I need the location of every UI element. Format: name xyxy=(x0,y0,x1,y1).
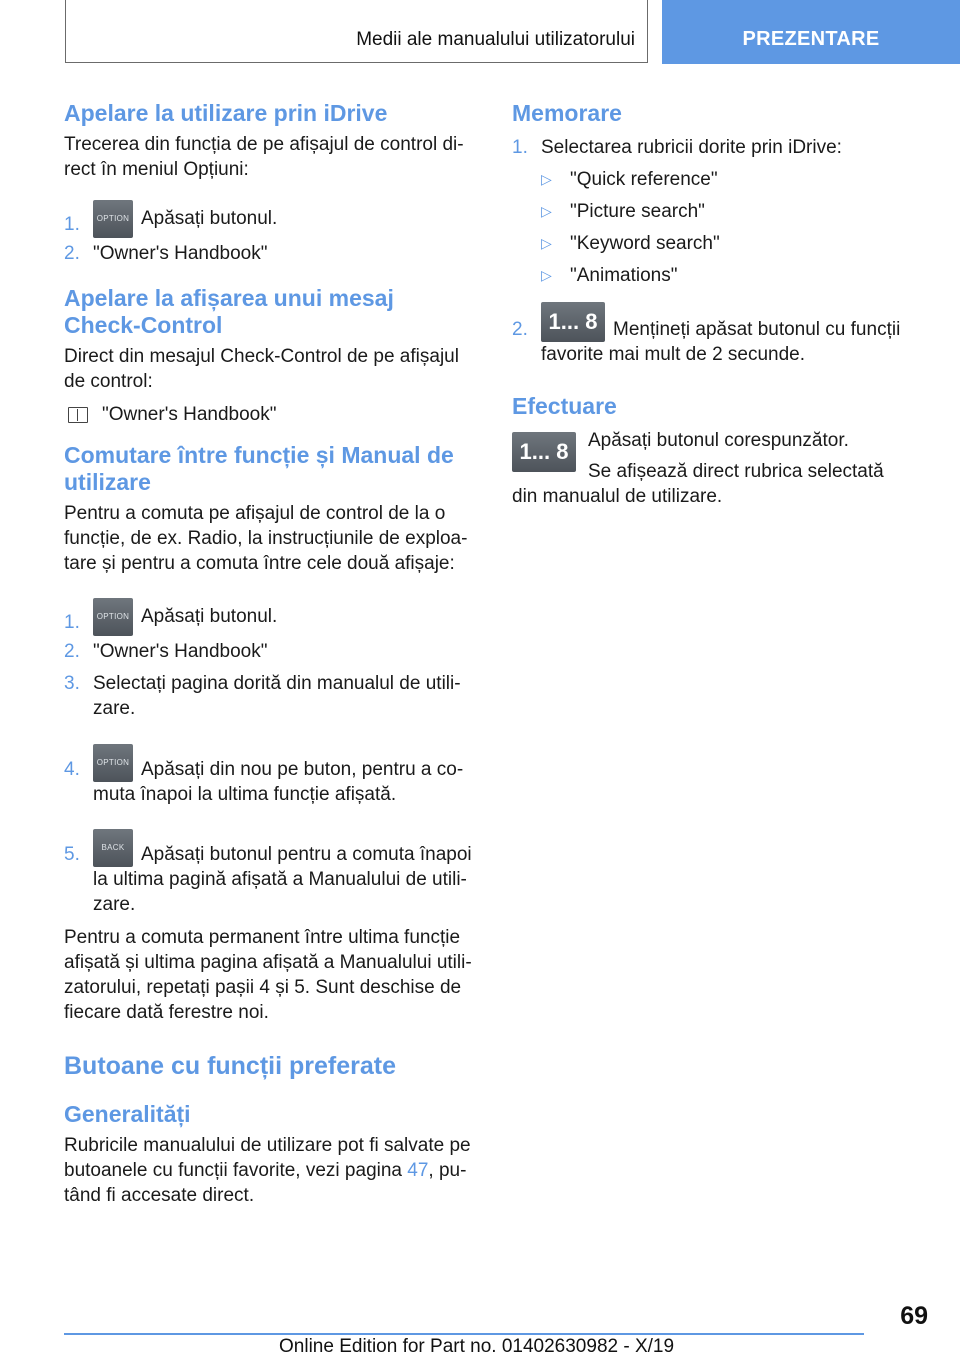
list-item: 1. Selectarea rubricii dorite prin iDrive: xyxy=(512,137,842,158)
header-section-box xyxy=(65,0,648,63)
bullet-item: ▷ "Animations" xyxy=(541,265,678,286)
header-section-title: Medii ale manualului utilizatorului xyxy=(356,29,635,50)
list-item: 1. OPTION Apăsați butonul. xyxy=(64,200,476,238)
list-item: 3. Selectați pagina dorită din manualul de utili-zare. xyxy=(64,673,461,719)
option-button-icon: OPTION xyxy=(93,598,133,636)
option-button-icon: OPTION xyxy=(93,200,133,238)
efectuare-line-1: Apăsați butonul corespunzător. xyxy=(588,430,849,451)
book-icon xyxy=(68,407,88,423)
efectuare-block xyxy=(512,428,912,509)
list-item: 2. "Owner's Handbook" xyxy=(64,243,268,264)
heading-memorare: Memorare xyxy=(512,100,622,126)
list-item: 4. OPTION Apăsați din nou pe buton, pentru a co-muta înapoi la ultima funcție afișată. xyxy=(64,744,476,807)
left-column xyxy=(64,100,476,1208)
back-button-icon: BACK xyxy=(93,829,133,867)
heading-check-control: Apelare la afișarea unui mesaj Check-Control xyxy=(64,285,394,338)
heading-favorites: Butoane cu funcții preferate xyxy=(64,1052,396,1080)
check-control-item: "Owner's Handbook" xyxy=(64,402,476,427)
page-number: 69 xyxy=(900,1302,928,1330)
bullet-item: ▷ "Quick reference" xyxy=(541,169,718,190)
heading-idrive: Apelare la utilizare prin iDrive xyxy=(64,100,388,126)
triangle-bullet-icon: ▷ xyxy=(541,171,552,187)
list-item: 2. "Owner's Handbook" xyxy=(64,641,268,662)
list-item: 2. 1... 8 Mențineți apăsat butonul cu funcții favorite mai mult de 2 secunde. xyxy=(512,302,912,367)
heading-switch: Comutare între funcție și Manual de utilizare xyxy=(64,442,454,495)
bullet-item: ▷ "Picture search" xyxy=(541,201,705,222)
right-column xyxy=(512,100,912,509)
footer-edition: Online Edition for Part no. 01402630982 - X/19 xyxy=(279,1336,675,1357)
steps-memorare-2 xyxy=(512,302,912,367)
triangle-bullet-icon: ▷ xyxy=(541,203,552,219)
favorite-button-icon: 1... 8 xyxy=(512,432,576,472)
triangle-bullet-icon: ▷ xyxy=(541,235,552,251)
bullet-item: ▷ "Keyword search" xyxy=(541,233,720,254)
outro-switch: Pentru a comuta permanent între ultima funcție afișată și ultima pagina afișată a Manualului utili-zatorului, repetați pașii 4 și 5. Sunt deschise de fiecare dată ferestre noi. xyxy=(64,927,472,1023)
heading-general: Generalități xyxy=(64,1101,191,1127)
intro-switch: Pentru a comuta pe afișajul de control de la o funcție, de ex. Radio, la instrucțiunile de exploa-tare și pentru a comuta între cele două afișaje: xyxy=(64,503,468,574)
general-text: Rubricile manualului de utilizare pot fi salvate pe butoanele cu funcții favorite, vezi pagina 47, pu-tând fi accesate direct. xyxy=(64,1135,471,1206)
heading-efectuare: Efectuare xyxy=(512,393,617,419)
footer-divider xyxy=(64,1333,864,1335)
intro-idrive: Trecerea din funcția de pe afișajul de control di-rect în meniul Opțiuni: xyxy=(64,134,464,180)
steps-idrive xyxy=(64,200,476,266)
list-item: 5. BACK Apăsați butonul pentru a comuta înapoi la ultima pagină afișată a Manualului de utili-zare. xyxy=(64,829,476,917)
header-chapter-label: PREZENTARE xyxy=(742,28,880,50)
bullet-list xyxy=(512,167,912,288)
page-link[interactable]: 47 xyxy=(407,1160,429,1181)
header-chapter-tab xyxy=(662,0,960,64)
favorite-button-icon: 1... 8 xyxy=(541,302,605,342)
steps-memorare xyxy=(512,135,912,160)
option-button-icon: OPTION xyxy=(93,744,133,782)
intro-check-control: Direct din mesajul Check-Control de pe afișajul de control: xyxy=(64,346,459,392)
list-item: 1. OPTION Apăsați butonul. xyxy=(64,598,476,636)
steps-switch xyxy=(64,598,476,917)
efectuare-line-2: Se afișează direct rubrica selectată din manualul de utilizare. xyxy=(512,461,884,507)
triangle-bullet-icon: ▷ xyxy=(541,267,552,283)
